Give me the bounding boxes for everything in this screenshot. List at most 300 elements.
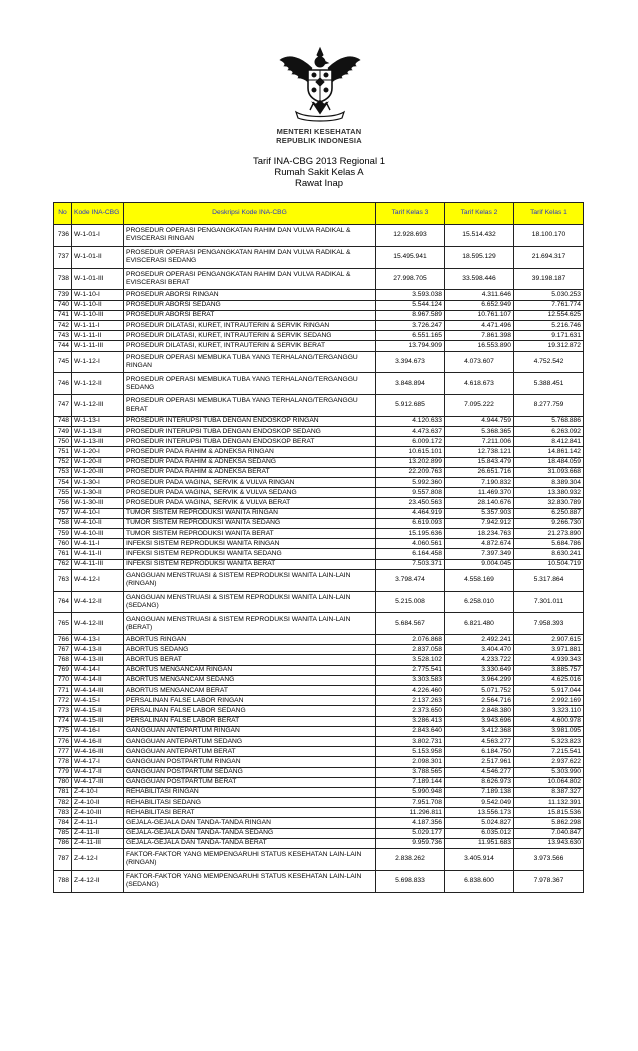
cell-tarif-kelas-3: 5.029.177 [376, 828, 445, 838]
table-row [54, 300, 584, 310]
cell-kode: W-4-16-III [72, 747, 124, 757]
cell-tarif-kelas-1: 9.266.730 [514, 518, 584, 528]
cell-tarif-kelas-3: 15.495.941 [376, 246, 445, 268]
cell-no: 753 [54, 467, 72, 477]
cell-deskripsi: PROSEDUR INTERUPSI TUBA DENGAN ENDOSKOP SEDANG [124, 427, 376, 437]
cell-tarif-kelas-1: 10.504.719 [514, 559, 584, 569]
cell-no: 769 [54, 665, 72, 675]
cell-no: 779 [54, 767, 72, 777]
cell-tarif-kelas-2: 4.546.277 [445, 767, 514, 777]
cell-deskripsi: GANGGUAN ANTEPARTUM SEDANG [124, 736, 376, 746]
document-subtitle-hospital-class: Rumah Sakit Kelas A [274, 167, 364, 178]
cell-tarif-kelas-3: 2.098.301 [376, 757, 445, 767]
table-row [54, 498, 584, 508]
cell-tarif-kelas-3: 6.009.172 [376, 437, 445, 447]
cell-tarif-kelas-1: 32.830.789 [514, 498, 584, 508]
cell-tarif-kelas-2: 4.872.674 [445, 539, 514, 549]
header-kode: Kode INA-CBG [72, 203, 124, 225]
cell-tarif-kelas-3: 5.153.958 [376, 747, 445, 757]
cell-no: 758 [54, 518, 72, 528]
cell-kode: W-4-16-II [72, 736, 124, 746]
cell-kode: Z-4-10-I [72, 787, 124, 797]
cell-tarif-kelas-3: 22.209.763 [376, 467, 445, 477]
cell-deskripsi: GANGGUAN ANTEPARTUM RINGAN [124, 726, 376, 736]
cell-no: 778 [54, 757, 72, 767]
table-row [54, 787, 584, 797]
cell-tarif-kelas-1: 7.761.774 [514, 300, 584, 310]
cell-tarif-kelas-1: 4.600.978 [514, 716, 584, 726]
cell-kode: W-4-12-II [72, 591, 124, 613]
cell-tarif-kelas-2: 3.405.914 [445, 849, 514, 871]
cell-kode: W-1-10-I [72, 290, 124, 300]
cell-tarif-kelas-1: 3.885.757 [514, 665, 584, 675]
cell-kode: W-4-10-I [72, 508, 124, 518]
cell-no: 759 [54, 528, 72, 538]
cell-deskripsi: INFEKSI SISTEM REPRODUKSI WANITA RINGAN [124, 539, 376, 549]
cell-kode: W-4-17-III [72, 777, 124, 787]
header-tarif-kelas-2: Tarif Kelas 2 [445, 203, 514, 225]
table-row [54, 559, 584, 569]
cell-tarif-kelas-3: 7.189.144 [376, 777, 445, 787]
table-row [54, 518, 584, 528]
cell-tarif-kelas-2: 4.311.646 [445, 290, 514, 300]
cell-no: 782 [54, 798, 72, 808]
cell-no: 737 [54, 246, 72, 268]
cell-no: 744 [54, 341, 72, 351]
cell-kode: Z-4-11-I [72, 818, 124, 828]
cell-no: 740 [54, 300, 72, 310]
cell-tarif-kelas-2: 5.071.752 [445, 686, 514, 696]
cell-no: 756 [54, 498, 72, 508]
cell-no: 747 [54, 395, 72, 417]
cell-deskripsi: GANGGUAN ANTEPARTUM BERAT [124, 747, 376, 757]
cell-tarif-kelas-2: 5.024.827 [445, 818, 514, 828]
cell-kode: W-4-14-II [72, 675, 124, 685]
cell-deskripsi: TUMOR SISTEM REPRODUKSI WANITA SEDANG [124, 518, 376, 528]
cell-kode: W-1-01-II [72, 246, 124, 268]
cell-tarif-kelas-1: 5.317.864 [514, 569, 584, 591]
cell-tarif-kelas-1: 2.992.169 [514, 696, 584, 706]
cell-tarif-kelas-3: 13.202.899 [376, 457, 445, 467]
cell-kode: W-1-13-III [72, 437, 124, 447]
cell-deskripsi: PROSEDUR DILATASI, KURET, INTRAUTERIN & SERVIK BERAT [124, 341, 376, 351]
cell-tarif-kelas-1: 5.030.253 [514, 290, 584, 300]
cell-no: 764 [54, 591, 72, 613]
cell-tarif-kelas-1: 5.917.044 [514, 686, 584, 696]
cell-deskripsi: PERSALINAN FALSE LABOR BERAT [124, 716, 376, 726]
cell-tarif-kelas-2: 7.861.398 [445, 331, 514, 341]
cell-no: 770 [54, 675, 72, 685]
document-title: Tarif INA-CBG 2013 Regional 1 [252, 156, 385, 167]
cell-tarif-kelas-2: 4.563.277 [445, 736, 514, 746]
cell-kode: W-4-12-I [72, 569, 124, 591]
cell-tarif-kelas-1: 21.273.890 [514, 528, 584, 538]
table-row [54, 569, 584, 591]
cell-kode: W-4-17-I [72, 757, 124, 767]
cell-no: 763 [54, 569, 72, 591]
cell-kode: W-1-01-III [72, 268, 124, 290]
cell-deskripsi: PROSEDUR INTERUPSI TUBA DENGAN ENDOSKOP BERAT [124, 437, 376, 447]
cell-kode: W-1-30-II [72, 488, 124, 498]
cell-tarif-kelas-3: 5.544.124 [376, 300, 445, 310]
cell-no: 787 [54, 849, 72, 871]
cell-tarif-kelas-2: 4.233.722 [445, 655, 514, 665]
cell-no: 762 [54, 559, 72, 569]
cell-no: 761 [54, 549, 72, 559]
cell-tarif-kelas-2: 6.652.949 [445, 300, 514, 310]
cell-tarif-kelas-1: 4.625.016 [514, 675, 584, 685]
cell-tarif-kelas-2: 2.848.380 [445, 706, 514, 716]
table-row [54, 457, 584, 467]
cell-tarif-kelas-3: 3.528.102 [376, 655, 445, 665]
cell-tarif-kelas-2: 18.234.763 [445, 528, 514, 538]
cell-kode: Z-4-12-II [72, 870, 124, 892]
cell-no: 742 [54, 320, 72, 330]
cell-deskripsi: GANGGUAN POSTPARTUM RINGAN [124, 757, 376, 767]
cell-tarif-kelas-2: 7.211.006 [445, 437, 514, 447]
cell-tarif-kelas-1: 5.323.823 [514, 736, 584, 746]
cell-kode: W-4-11-II [72, 549, 124, 559]
cell-tarif-kelas-2: 10.761.107 [445, 310, 514, 320]
cell-tarif-kelas-1: 8.387.327 [514, 787, 584, 797]
table-row [54, 635, 584, 645]
cell-deskripsi: PROSEDUR OPERASI MEMBUKA TUBA YANG TERHALANG/TERGANGGU SEDANG [124, 373, 376, 395]
cell-tarif-kelas-3: 4.060.561 [376, 539, 445, 549]
cell-deskripsi: INFEKSI SISTEM REPRODUKSI WANITA SEDANG [124, 549, 376, 559]
cell-deskripsi: GEJALA-GEJALA DAN TANDA-TANDA RINGAN [124, 818, 376, 828]
cell-deskripsi: GANGGUAN POSTPARTUM BERAT [124, 777, 376, 787]
cell-tarif-kelas-1: 5.303.990 [514, 767, 584, 777]
cell-deskripsi: GANGGUAN MENSTRUASI & SISTEM REPRODUKSI WANITA LAIN-LAIN (RINGAN) [124, 569, 376, 591]
table-header-row [54, 203, 584, 225]
table-row [54, 539, 584, 549]
cell-kode: W-1-12-II [72, 373, 124, 395]
cell-tarif-kelas-2: 9.542.049 [445, 798, 514, 808]
cell-no: 754 [54, 478, 72, 488]
ministry-name-line2: REPUBLIK INDONESIA [276, 136, 362, 145]
table-row [54, 828, 584, 838]
cell-deskripsi: PROSEDUR ABORSI SEDANG [124, 300, 376, 310]
cell-deskripsi: GEJALA-GEJALA DAN TANDA-TANDA SEDANG [124, 828, 376, 838]
cell-tarif-kelas-2: 3.964.299 [445, 675, 514, 685]
table-row [54, 488, 584, 498]
cell-tarif-kelas-1: 19.312.872 [514, 341, 584, 351]
cell-tarif-kelas-2: 6.821.480 [445, 613, 514, 635]
cell-tarif-kelas-3: 9.959.736 [376, 838, 445, 848]
cell-tarif-kelas-1: 13.380.932 [514, 488, 584, 498]
cell-kode: W-1-01-I [72, 225, 124, 247]
table-row [54, 427, 584, 437]
cell-deskripsi: PROSEDUR PADA RAHIM & ADNEKSA BERAT [124, 467, 376, 477]
cell-tarif-kelas-3: 4.226.460 [376, 686, 445, 696]
cell-tarif-kelas-3: 7.951.708 [376, 798, 445, 808]
cell-deskripsi: PROSEDUR OPERASI PENGANGKATAN RAHIM DAN VULVA RADIKAL & EVISCERASI BERAT [124, 268, 376, 290]
cell-kode: W-4-14-I [72, 665, 124, 675]
cell-tarif-kelas-3: 23.450.563 [376, 498, 445, 508]
cell-tarif-kelas-1: 3.973.566 [514, 849, 584, 871]
cell-tarif-kelas-3: 7.503.371 [376, 559, 445, 569]
cell-deskripsi: PERSALINAN FALSE LABOR RINGAN [124, 696, 376, 706]
cell-tarif-kelas-2: 2.564.716 [445, 696, 514, 706]
table-row [54, 696, 584, 706]
cell-tarif-kelas-1: 3.971.881 [514, 645, 584, 655]
cell-tarif-kelas-1: 2.907.615 [514, 635, 584, 645]
cell-tarif-kelas-2: 4.073.607 [445, 351, 514, 373]
cell-kode: W-1-10-III [72, 310, 124, 320]
cell-tarif-kelas-2: 3.330.649 [445, 665, 514, 675]
cell-deskripsi: TUMOR SISTEM REPRODUKSI WANITA RINGAN [124, 508, 376, 518]
cell-kode: W-1-20-II [72, 457, 124, 467]
cell-tarif-kelas-1: 3.323.110 [514, 706, 584, 716]
cell-tarif-kelas-2: 4.944.759 [445, 416, 514, 426]
cell-tarif-kelas-3: 11.296.811 [376, 808, 445, 818]
cell-deskripsi: PROSEDUR ABORSI BERAT [124, 310, 376, 320]
cell-tarif-kelas-1: 7.040.847 [514, 828, 584, 838]
cell-tarif-kelas-1: 8.412.841 [514, 437, 584, 447]
cell-no: 765 [54, 613, 72, 635]
cell-tarif-kelas-3: 3.788.565 [376, 767, 445, 777]
table-row [54, 351, 584, 373]
cell-kode: W-4-10-II [72, 518, 124, 528]
table-row [54, 686, 584, 696]
cell-deskripsi: PROSEDUR OPERASI MEMBUKA TUBA YANG TERHALANG/TERGANGGU RINGAN [124, 351, 376, 373]
cell-tarif-kelas-3: 3.303.583 [376, 675, 445, 685]
cell-tarif-kelas-1: 4.752.542 [514, 351, 584, 373]
cell-no: 784 [54, 818, 72, 828]
cell-tarif-kelas-2: 3.404.470 [445, 645, 514, 655]
table-row [54, 777, 584, 787]
table-row [54, 838, 584, 848]
cell-tarif-kelas-1: 6.263.092 [514, 427, 584, 437]
cell-no: 777 [54, 747, 72, 757]
cell-deskripsi: FAKTOR-FAKTOR YANG MEMPENGARUHI STATUS KESEHATAN LAIN-LAIN (SEDANG) [124, 870, 376, 892]
cell-deskripsi: GANGGUAN MENSTRUASI & SISTEM REPRODUKSI WANITA LAIN-LAIN (BERAT) [124, 613, 376, 635]
cell-tarif-kelas-1: 10.064.802 [514, 777, 584, 787]
table-row [54, 736, 584, 746]
cell-no: 780 [54, 777, 72, 787]
cell-kode: W-4-17-II [72, 767, 124, 777]
cell-tarif-kelas-2: 15.514.432 [445, 225, 514, 247]
cell-no: 748 [54, 416, 72, 426]
cell-kode: W-4-15-II [72, 706, 124, 716]
table-row [54, 675, 584, 685]
cell-tarif-kelas-3: 2.843.640 [376, 726, 445, 736]
cell-kode: W-4-10-III [72, 528, 124, 538]
cell-tarif-kelas-2: 6.258.010 [445, 591, 514, 613]
cell-no: 768 [54, 655, 72, 665]
cell-no: 755 [54, 488, 72, 498]
cell-tarif-kelas-2: 7.190.832 [445, 478, 514, 488]
cell-no: 775 [54, 726, 72, 736]
cell-tarif-kelas-1: 14.861.142 [514, 447, 584, 457]
cell-tarif-kelas-3: 5.698.833 [376, 870, 445, 892]
cell-deskripsi: PROSEDUR PADA RAHIM & ADNEKSA RINGAN [124, 447, 376, 457]
cell-no: 783 [54, 808, 72, 818]
cell-tarif-kelas-2: 7.189.138 [445, 787, 514, 797]
cell-kode: W-4-13-II [72, 645, 124, 655]
cell-tarif-kelas-3: 5.992.360 [376, 478, 445, 488]
cell-deskripsi: TUMOR SISTEM REPRODUKSI WANITA BERAT [124, 528, 376, 538]
cell-tarif-kelas-2: 3.943.696 [445, 716, 514, 726]
cell-kode: W-1-12-I [72, 351, 124, 373]
cell-no: 771 [54, 686, 72, 696]
cell-kode: Z-4-10-III [72, 808, 124, 818]
cell-kode: W-4-15-III [72, 716, 124, 726]
table-row [54, 655, 584, 665]
cell-tarif-kelas-3: 4.120.633 [376, 416, 445, 426]
cell-kode: W-4-14-III [72, 686, 124, 696]
cell-kode: W-1-12-III [72, 395, 124, 417]
cell-tarif-kelas-1: 7.301.011 [514, 591, 584, 613]
cell-tarif-kelas-3: 2.373.650 [376, 706, 445, 716]
cell-tarif-kelas-1: 5.216.746 [514, 320, 584, 330]
cell-deskripsi: PERSALINAN FALSE LABOR SEDANG [124, 706, 376, 716]
cell-tarif-kelas-2: 7.397.349 [445, 549, 514, 559]
cell-tarif-kelas-3: 5.912.685 [376, 395, 445, 417]
cell-tarif-kelas-1: 6.250.887 [514, 508, 584, 518]
table-row [54, 268, 584, 290]
cell-tarif-kelas-1: 7.958.393 [514, 613, 584, 635]
cell-tarif-kelas-2: 3.412.368 [445, 726, 514, 736]
cell-kode: W-1-20-III [72, 467, 124, 477]
cell-tarif-kelas-2: 7.095.222 [445, 395, 514, 417]
table-row [54, 508, 584, 518]
cell-tarif-kelas-2: 2.492.241 [445, 635, 514, 645]
table-row [54, 373, 584, 395]
cell-kode: W-1-11-II [72, 331, 124, 341]
cell-deskripsi: ABORTUS SEDANG [124, 645, 376, 655]
cell-tarif-kelas-1: 5.768.886 [514, 416, 584, 426]
table-row [54, 808, 584, 818]
cell-deskripsi: ABORTUS RINGAN [124, 635, 376, 645]
cell-no: 743 [54, 331, 72, 341]
cell-tarif-kelas-2: 6.184.750 [445, 747, 514, 757]
cell-kode: W-1-20-I [72, 447, 124, 457]
cell-no: 760 [54, 539, 72, 549]
cell-tarif-kelas-1: 21.694.317 [514, 246, 584, 268]
cell-tarif-kelas-3: 4.473.637 [376, 427, 445, 437]
cell-tarif-kelas-3: 2.838.262 [376, 849, 445, 871]
cell-tarif-kelas-3: 15.195.636 [376, 528, 445, 538]
cell-tarif-kelas-1: 5.684.786 [514, 539, 584, 549]
cell-tarif-kelas-2: 6.838.600 [445, 870, 514, 892]
cell-kode: W-1-11-III [72, 341, 124, 351]
cell-tarif-kelas-2: 11.469.370 [445, 488, 514, 498]
table-row [54, 528, 584, 538]
cell-deskripsi: FAKTOR-FAKTOR YANG MEMPENGARUHI STATUS KESEHATAN LAIN-LAIN (RINGAN) [124, 849, 376, 871]
table-row [54, 767, 584, 777]
cell-no: 736 [54, 225, 72, 247]
cell-no: 766 [54, 635, 72, 645]
cell-no: 785 [54, 828, 72, 838]
cell-tarif-kelas-3: 4.464.919 [376, 508, 445, 518]
table-row [54, 447, 584, 457]
cell-deskripsi: REHABILITASI BERAT [124, 808, 376, 818]
table-row [54, 341, 584, 351]
document-subtitle-care-type: Rawat Inap [294, 178, 344, 189]
cell-deskripsi: ABORTUS MENGANCAM BERAT [124, 686, 376, 696]
cell-tarif-kelas-1: 31.093.668 [514, 467, 584, 477]
cell-tarif-kelas-2: 28.140.676 [445, 498, 514, 508]
cell-deskripsi: PROSEDUR PADA VAGINA, SERVIK & VULVA RINGAN [124, 478, 376, 488]
cell-kode: W-4-13-I [72, 635, 124, 645]
cell-tarif-kelas-1: 3.981.095 [514, 726, 584, 736]
cell-kode: W-1-13-I [72, 416, 124, 426]
cell-tarif-kelas-3: 2.837.058 [376, 645, 445, 655]
cell-tarif-kelas-1: 2.937.622 [514, 757, 584, 767]
cell-tarif-kelas-2: 13.556.173 [445, 808, 514, 818]
header-no: No [54, 203, 72, 225]
cell-kode: W-4-11-I [72, 539, 124, 549]
cell-tarif-kelas-3: 10.615.101 [376, 447, 445, 457]
table-row [54, 798, 584, 808]
cell-no: 739 [54, 290, 72, 300]
table-row [54, 849, 584, 871]
cell-tarif-kelas-3: 6.619.093 [376, 518, 445, 528]
cell-tarif-kelas-3: 6.551.165 [376, 331, 445, 341]
cell-tarif-kelas-3: 3.798.474 [376, 569, 445, 591]
cell-kode: Z-4-10-II [72, 798, 124, 808]
cell-tarif-kelas-1: 8.389.304 [514, 478, 584, 488]
cell-tarif-kelas-3: 27.998.705 [376, 268, 445, 290]
cell-deskripsi: PROSEDUR PADA VAGINA, SERVIK & VULVA SEDANG [124, 488, 376, 498]
cell-tarif-kelas-3: 3.394.673 [376, 351, 445, 373]
cell-kode: W-4-16-I [72, 726, 124, 736]
cell-no: 746 [54, 373, 72, 395]
cell-no: 767 [54, 645, 72, 655]
header-deskripsi: Deskripsi Kode INA-CBG [124, 203, 376, 225]
table-row [54, 310, 584, 320]
cell-tarif-kelas-3: 3.593.038 [376, 290, 445, 300]
cell-tarif-kelas-2: 16.553.890 [445, 341, 514, 351]
cell-tarif-kelas-3: 2.775.541 [376, 665, 445, 675]
cell-deskripsi: PROSEDUR PADA VAGINA, SERVIK & VULVA BERAT [124, 498, 376, 508]
cell-kode: W-1-30-I [72, 478, 124, 488]
cell-tarif-kelas-3: 13.794.909 [376, 341, 445, 351]
cell-tarif-kelas-1: 7.978.367 [514, 870, 584, 892]
table-row [54, 478, 584, 488]
cell-deskripsi: GANGGUAN MENSTRUASI & SISTEM REPRODUKSI WANITA LAIN-LAIN (SEDANG) [124, 591, 376, 613]
cell-tarif-kelas-1: 4.939.343 [514, 655, 584, 665]
tariff-table [53, 202, 584, 893]
cell-deskripsi: ABORTUS MENGANCAM SEDANG [124, 675, 376, 685]
cell-tarif-kelas-2: 5.357.903 [445, 508, 514, 518]
cell-deskripsi: REHABILITASI RINGAN [124, 787, 376, 797]
cell-tarif-kelas-3: 9.557.808 [376, 488, 445, 498]
garuda-emblem-icon [278, 46, 362, 122]
cell-no: 786 [54, 838, 72, 848]
cell-kode: W-4-11-III [72, 559, 124, 569]
cell-tarif-kelas-3: 5.990.948 [376, 787, 445, 797]
table-row [54, 395, 584, 417]
cell-tarif-kelas-3: 2.137.263 [376, 696, 445, 706]
cell-tarif-kelas-1: 18.484.059 [514, 457, 584, 467]
table-row [54, 870, 584, 892]
table-row [54, 246, 584, 268]
cell-no: 774 [54, 716, 72, 726]
cell-kode: W-4-13-III [72, 655, 124, 665]
cell-no: 772 [54, 696, 72, 706]
cell-deskripsi: ABORTUS MENGANCAM RINGAN [124, 665, 376, 675]
cell-deskripsi: GANGGUAN POSTPARTUM SEDANG [124, 767, 376, 777]
cell-tarif-kelas-1: 12.554.625 [514, 310, 584, 320]
cell-no: 749 [54, 427, 72, 437]
table-row [54, 818, 584, 828]
table-row [54, 467, 584, 477]
cell-tarif-kelas-2: 26.651.716 [445, 467, 514, 477]
header-tarif-kelas-3: Tarif Kelas 3 [376, 203, 445, 225]
cell-tarif-kelas-3: 3.286.413 [376, 716, 445, 726]
